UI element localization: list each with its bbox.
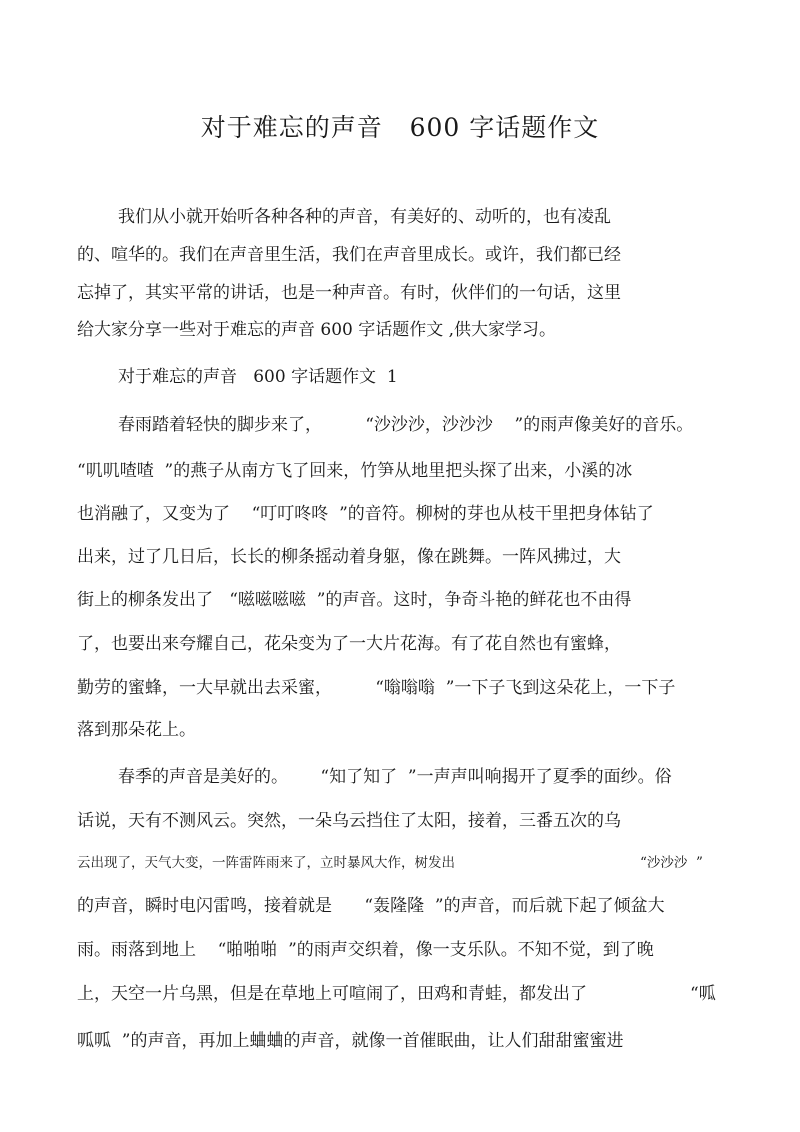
intro-line-1: 我们从小就开始听各种各种的声音，有美好的、动听的，也有凌乱 [118, 207, 611, 227]
intro-line-2: 的、喧华的。我们在声音里生活，我们在声音里成长。或许，我们都已经 [77, 245, 621, 265]
body-line-8: 落到那朵花上。 [77, 720, 196, 740]
body-line-7: 勤劳的蜜蜂，一大早就出去采蜜， “嗡嗡嗡 ”一下子飞到这朵花上，一下子 [77, 678, 676, 698]
body-line-9: 春季的声音是美好的。 “知了知了 ”一声声叫响揭开了夏季的面纱。俗 [118, 767, 672, 787]
body-line-5: 街上的柳条发出了 “嗞嗞嗞嗞 ”的声音。这时，争奇斗艳的鲜花也不由得 [77, 590, 632, 610]
body-line-4: 出来，过了几日后，长长的柳条摇动着身躯，像在跳舞。一阵风拂过，大 [77, 547, 621, 567]
body-line-10: 话说，天有不测风云。突然，一朵乌云挡住了太阳，接着，三番五次的乌 [77, 811, 621, 831]
intro-line-4: 给大家分享一些对于难忘的声音 600 字话题作文 ,供大家学习。 [77, 320, 557, 340]
body-line-1: 春雨踏着轻快的脚步来了， “沙沙沙，沙沙沙 ”的雨声像美好的音乐。 [118, 415, 694, 435]
body-line-15: 呱呱 ”的声音，再加上蛐蛐的声音，就像一首催眠曲，让人们甜甜蜜蜜进 [77, 1031, 624, 1051]
body-line-13: 雨。雨落到地上 “啪啪啪 ”的雨声交织着，像一支乐队。不知不觉，到了晚 [77, 940, 654, 960]
body-line-14: 上，天空一片乌黑，但是在草地上可喧闹了，田鸡和青蛙，都发出了 [77, 984, 587, 1004]
document-title: 对于难忘的声音 600 字话题作文 [200, 113, 600, 142]
body-line-3: 也消融了，又变为了 “叮叮咚咚 ”的音符。柳树的芽也从枝干里把身体钻了 [77, 504, 654, 524]
body-line-2: “叽叽喳喳 ”的燕子从南方飞了回来，竹笋从地里把头探了出来，小溪的冰 [77, 461, 633, 481]
body-line-11-tail: “沙沙沙 ” [640, 855, 703, 871]
body-line-6: 了，也要出来夸耀自己，花朵变为了一大片花海。有了花自然也有蜜蜂， [77, 634, 621, 654]
section-heading: 对于难忘的声音 600 字话题作文 1 [118, 367, 398, 387]
body-line-14-tail: “呱 [690, 984, 716, 1004]
body-line-11: 云出现了，天气大变，一阵雷阵雨来了，立时暴风大作，树发出 [77, 855, 455, 871]
intro-line-3: 忘掉了，其实平常的讲话，也是一种声音。有时，伙伴们的一句话，这里 [77, 283, 621, 303]
body-line-12: 的声音，瞬时电闪雷鸣，接着就是 “轰隆隆 ”的声音，而后就下起了倾盆大 [77, 896, 665, 916]
